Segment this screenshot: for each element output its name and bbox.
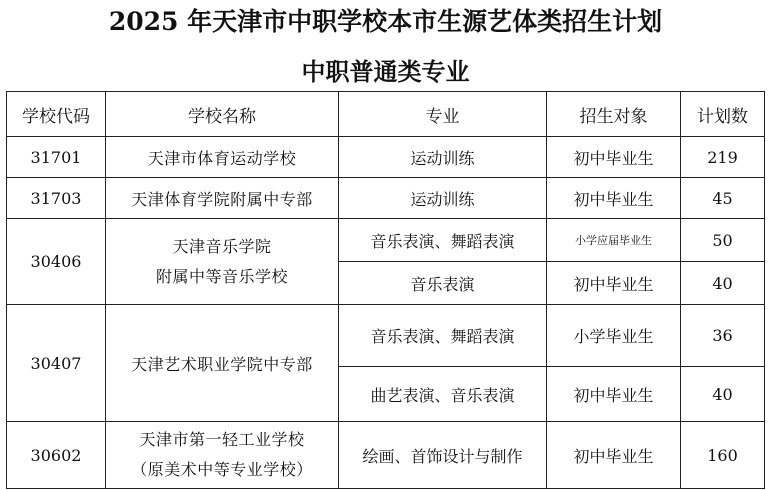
school-code: 31701 [7,137,106,178]
plan-count: 160 [681,422,765,489]
target-students: 初中毕业生 [547,262,681,305]
target-students: 初中毕业生 [547,422,681,489]
header-major: 专业 [339,92,547,137]
header-target: 招生对象 [547,92,681,137]
page-title: 2025 年天津市中职学校本市生源艺体类招生计划 [108,7,663,36]
plan-count: 40 [681,262,765,305]
plan-count: 45 [681,178,765,219]
school-name [106,219,339,305]
major: 音乐表演、舞蹈表演 [339,305,547,367]
enrollment-plan-table [6,91,765,489]
school-name: 天津艺术职业学院中专部 [106,305,339,422]
school-code: 30406 [7,219,106,305]
table-header-row [7,92,765,137]
target-students: 小学应届毕业生 [547,219,681,262]
plan-count: 40 [681,367,765,422]
table-row [7,305,765,367]
major: 音乐表演、舞蹈表演 [339,219,547,262]
school-code: 30602 [7,422,106,489]
target-students: 初中毕业生 [547,367,681,422]
school-name-line: 天津市第一轻工业学校 [139,430,305,449]
plan-count: 219 [681,137,765,178]
header-school-code: 学校代码 [7,92,106,137]
header-plan-count: 计划数 [681,92,765,137]
table-row [7,178,765,219]
table-row [7,137,765,178]
target-students: 初中毕业生 [547,178,681,219]
major: 运动训练 [339,137,547,178]
major: 音乐表演 [339,262,547,305]
school-name-line: （原美术中等专业学校） [131,460,313,479]
school-code: 30407 [7,305,106,422]
page-subtitle: 中职普通类专业 [301,57,470,86]
school-name: 天津体育学院附属中专部 [106,178,339,219]
major: 运动训练 [339,178,547,219]
school-code: 31703 [7,178,106,219]
table-row [7,422,765,489]
major: 绘画、首饰设计与制作 [339,422,547,489]
header-school-name: 学校名称 [106,92,339,137]
school-name: 天津市体育运动学校 [106,137,339,178]
school-name-line: 天津音乐学院 [172,236,272,256]
target-students: 初中毕业生 [547,137,681,178]
plan-count: 36 [681,305,765,367]
plan-count: 50 [681,219,765,262]
target-students: 小学毕业生 [547,305,681,367]
school-name [106,422,339,489]
major: 曲艺表演、音乐表演 [339,367,547,422]
school-name-line: 附属中等音乐学校 [155,266,288,286]
table-row [7,219,765,262]
